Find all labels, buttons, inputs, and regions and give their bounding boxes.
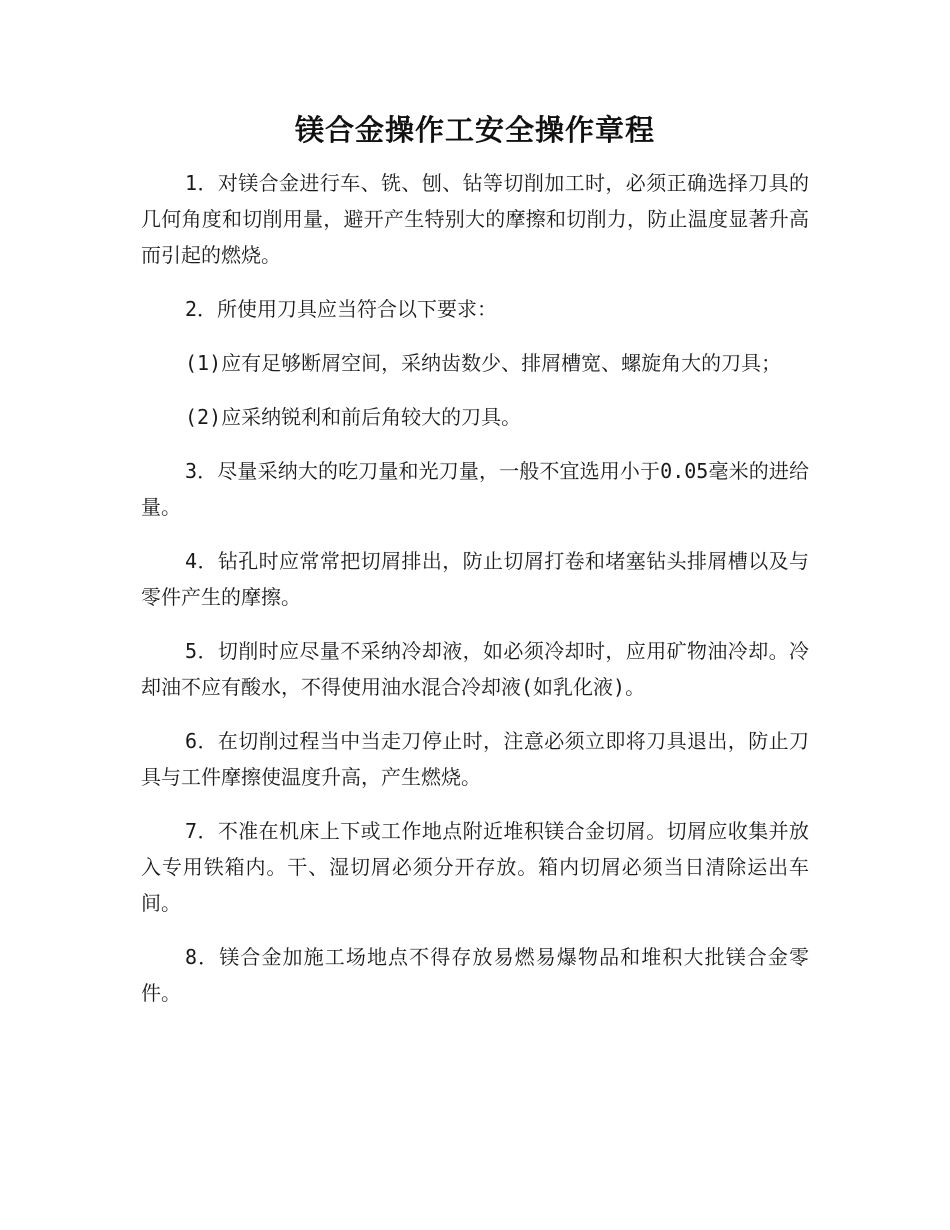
document-title: 镁合金操作工安全操作章程 [294, 113, 655, 147]
document-body [141, 165, 809, 1029]
paragraph-1: 1．对镁合金进行车、铣、刨、钻等切削加工时，必须正确选择刀具的几何角度和切削用量，避开产生特别大的摩擦和切削力，防止温度显著升高而引起的燃烧。 [141, 171, 809, 267]
paragraph-5: 5．切削时应尽量不采纳冷却液，如必须冷却时，应用矿物油冷却。冷却油不应有酸水，不得使用油水混合冷却液(如乳化液)。 [141, 639, 809, 699]
paragraph-8: 8．镁合金加施工场地点不得存放易燃易爆物品和堆积大批镁合金零件。 [141, 945, 809, 1005]
paragraph-2-item-2: (2)应采纳锐利和前后角较大的刀具。 [185, 405, 522, 429]
paragraph-2: 2．所使用刀具应当符合以下要求： [185, 297, 498, 321]
paragraph-6: 6．在切削过程当中当走刀停止时，注意必须立即将刀具退出，防止刀具与工件摩擦使温度升高，产生燃烧。 [141, 729, 809, 789]
paragraph-4: 4．钻孔时应常常把切屑排出，防止切屑打卷和堵塞钻头排屑槽以及与零件产生的摩擦。 [141, 549, 809, 609]
paragraph-3: 3．尽量采纳大的吃刀量和光刀量，一般不宜选用小于0.05毫米的进给量。 [141, 459, 809, 519]
paragraph-2-item-1: (1)应有足够断屑空间，采纳齿数少、排屑槽宽、螺旋角大的刀具； [185, 351, 782, 375]
paragraph-7: 7．不准在机床上下或工作地点附近堆积镁合金切屑。切屑应收集并放入专用铁箱内。干、湿切屑必须分开存放。箱内切屑必须当日清除运出车间。 [141, 819, 809, 915]
